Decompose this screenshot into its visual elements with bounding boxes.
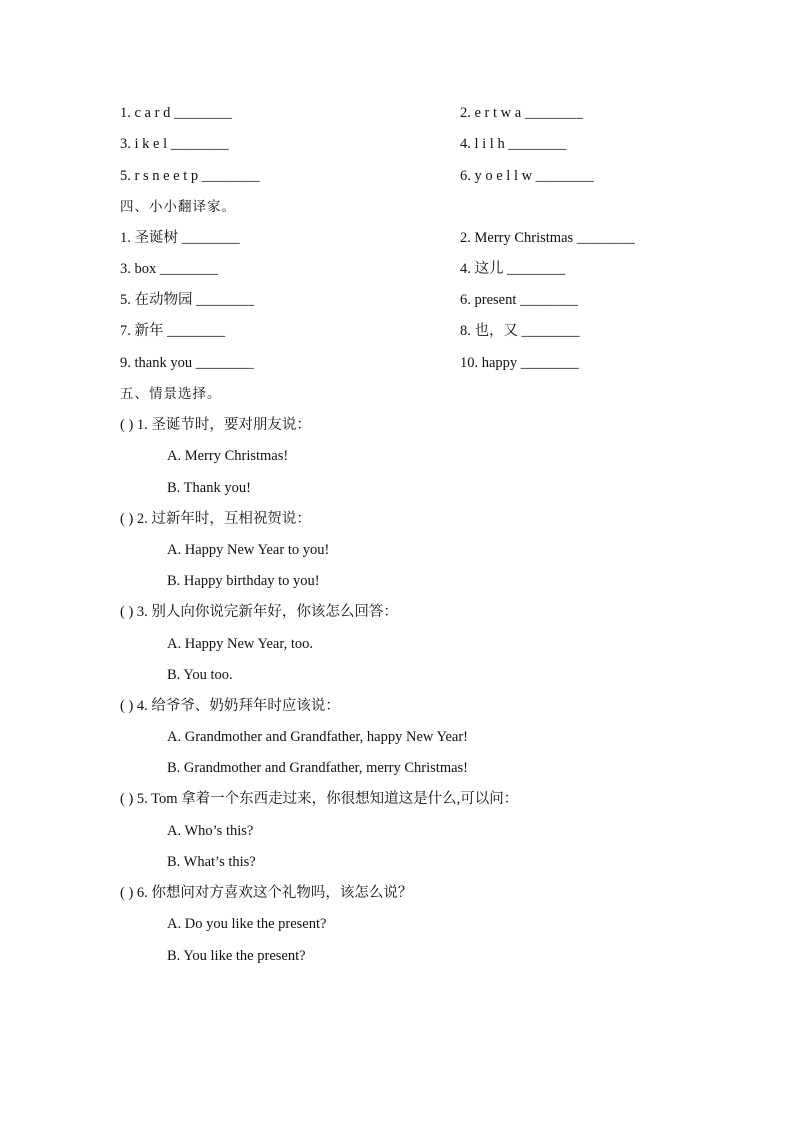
translate-item-3: 3. box ________ bbox=[120, 261, 218, 277]
question-5-option-b: B. What’s this? bbox=[167, 854, 256, 870]
question-2-option-a: A. Happy New Year to you! bbox=[167, 542, 330, 558]
translate-item-10: 10. happy ________ bbox=[460, 355, 579, 371]
unscramble-item-6: 6. y o e l l w ________ bbox=[460, 168, 594, 184]
translate-item-9: 9. thank you ________ bbox=[120, 355, 254, 371]
question-5-option-a: A. Who’s this? bbox=[167, 823, 254, 839]
unscramble-item-2: 2. e r t w a ________ bbox=[460, 105, 583, 121]
translate-item-5: 5. 在动物园 ________ bbox=[120, 292, 255, 308]
unscramble-item-5: 5. r s n e e t p ________ bbox=[120, 168, 260, 184]
question-1-option-b: B. Thank you! bbox=[167, 480, 251, 496]
question-4-option-a: A. Grandmother and Grandfather, happy New Year! bbox=[167, 729, 469, 745]
question-6-option-b: B. You like the present? bbox=[167, 948, 306, 964]
question-3-option-b: B. You too. bbox=[167, 667, 233, 683]
question-1-option-a: A. Merry Christmas! bbox=[167, 448, 289, 464]
translate-item-1: 1. 圣诞树 ________ bbox=[120, 230, 240, 246]
question-4-option-b: B. Grandmother and Grandfather, merry Christmas! bbox=[167, 760, 469, 776]
question-3-option-a: A. Happy New Year, too. bbox=[167, 636, 314, 652]
translate-item-7: 7. 新年 ________ bbox=[120, 323, 226, 339]
section5-title: 五、情景选择。 bbox=[120, 386, 222, 402]
translate-item-2: 2. Merry Christmas ________ bbox=[460, 230, 635, 246]
section4-title: 四、小小翻译家。 bbox=[120, 199, 236, 215]
question-2-stem: ( ) 2. 过新年时，互相祝贺说： bbox=[120, 511, 311, 527]
question-6-option-a: A. Do you like the present? bbox=[167, 916, 327, 932]
translate-item-6: 6. present ________ bbox=[460, 292, 578, 308]
question-2-option-b: B. Happy birthday to you! bbox=[167, 573, 320, 589]
question-1-stem: ( ) 1. 圣诞节时，要对朋友说： bbox=[120, 417, 311, 433]
unscramble-item-4: 4. l i l h ________ bbox=[460, 136, 567, 152]
unscramble-item-3: 3. i k e l ________ bbox=[120, 136, 229, 152]
question-5-stem: ( ) 5. Tom 拿着一个东西走过来，你很想知道这是什么,可以问： bbox=[120, 791, 519, 807]
question-3-stem: ( ) 3. 别人向你说完新年好，你该怎么回答： bbox=[120, 604, 398, 620]
question-4-stem: ( ) 4. 给爷爷、奶奶拜年时应该说： bbox=[120, 698, 340, 714]
translate-item-8: 8. 也，又 ________ bbox=[460, 323, 580, 339]
question-6-stem: ( ) 6. 你想问对方喜欢这个礼物吗，该怎么说？ bbox=[120, 885, 413, 901]
translate-item-4: 4. 这儿 ________ bbox=[460, 261, 566, 277]
unscramble-item-1: 1. c a r d ________ bbox=[120, 105, 232, 121]
